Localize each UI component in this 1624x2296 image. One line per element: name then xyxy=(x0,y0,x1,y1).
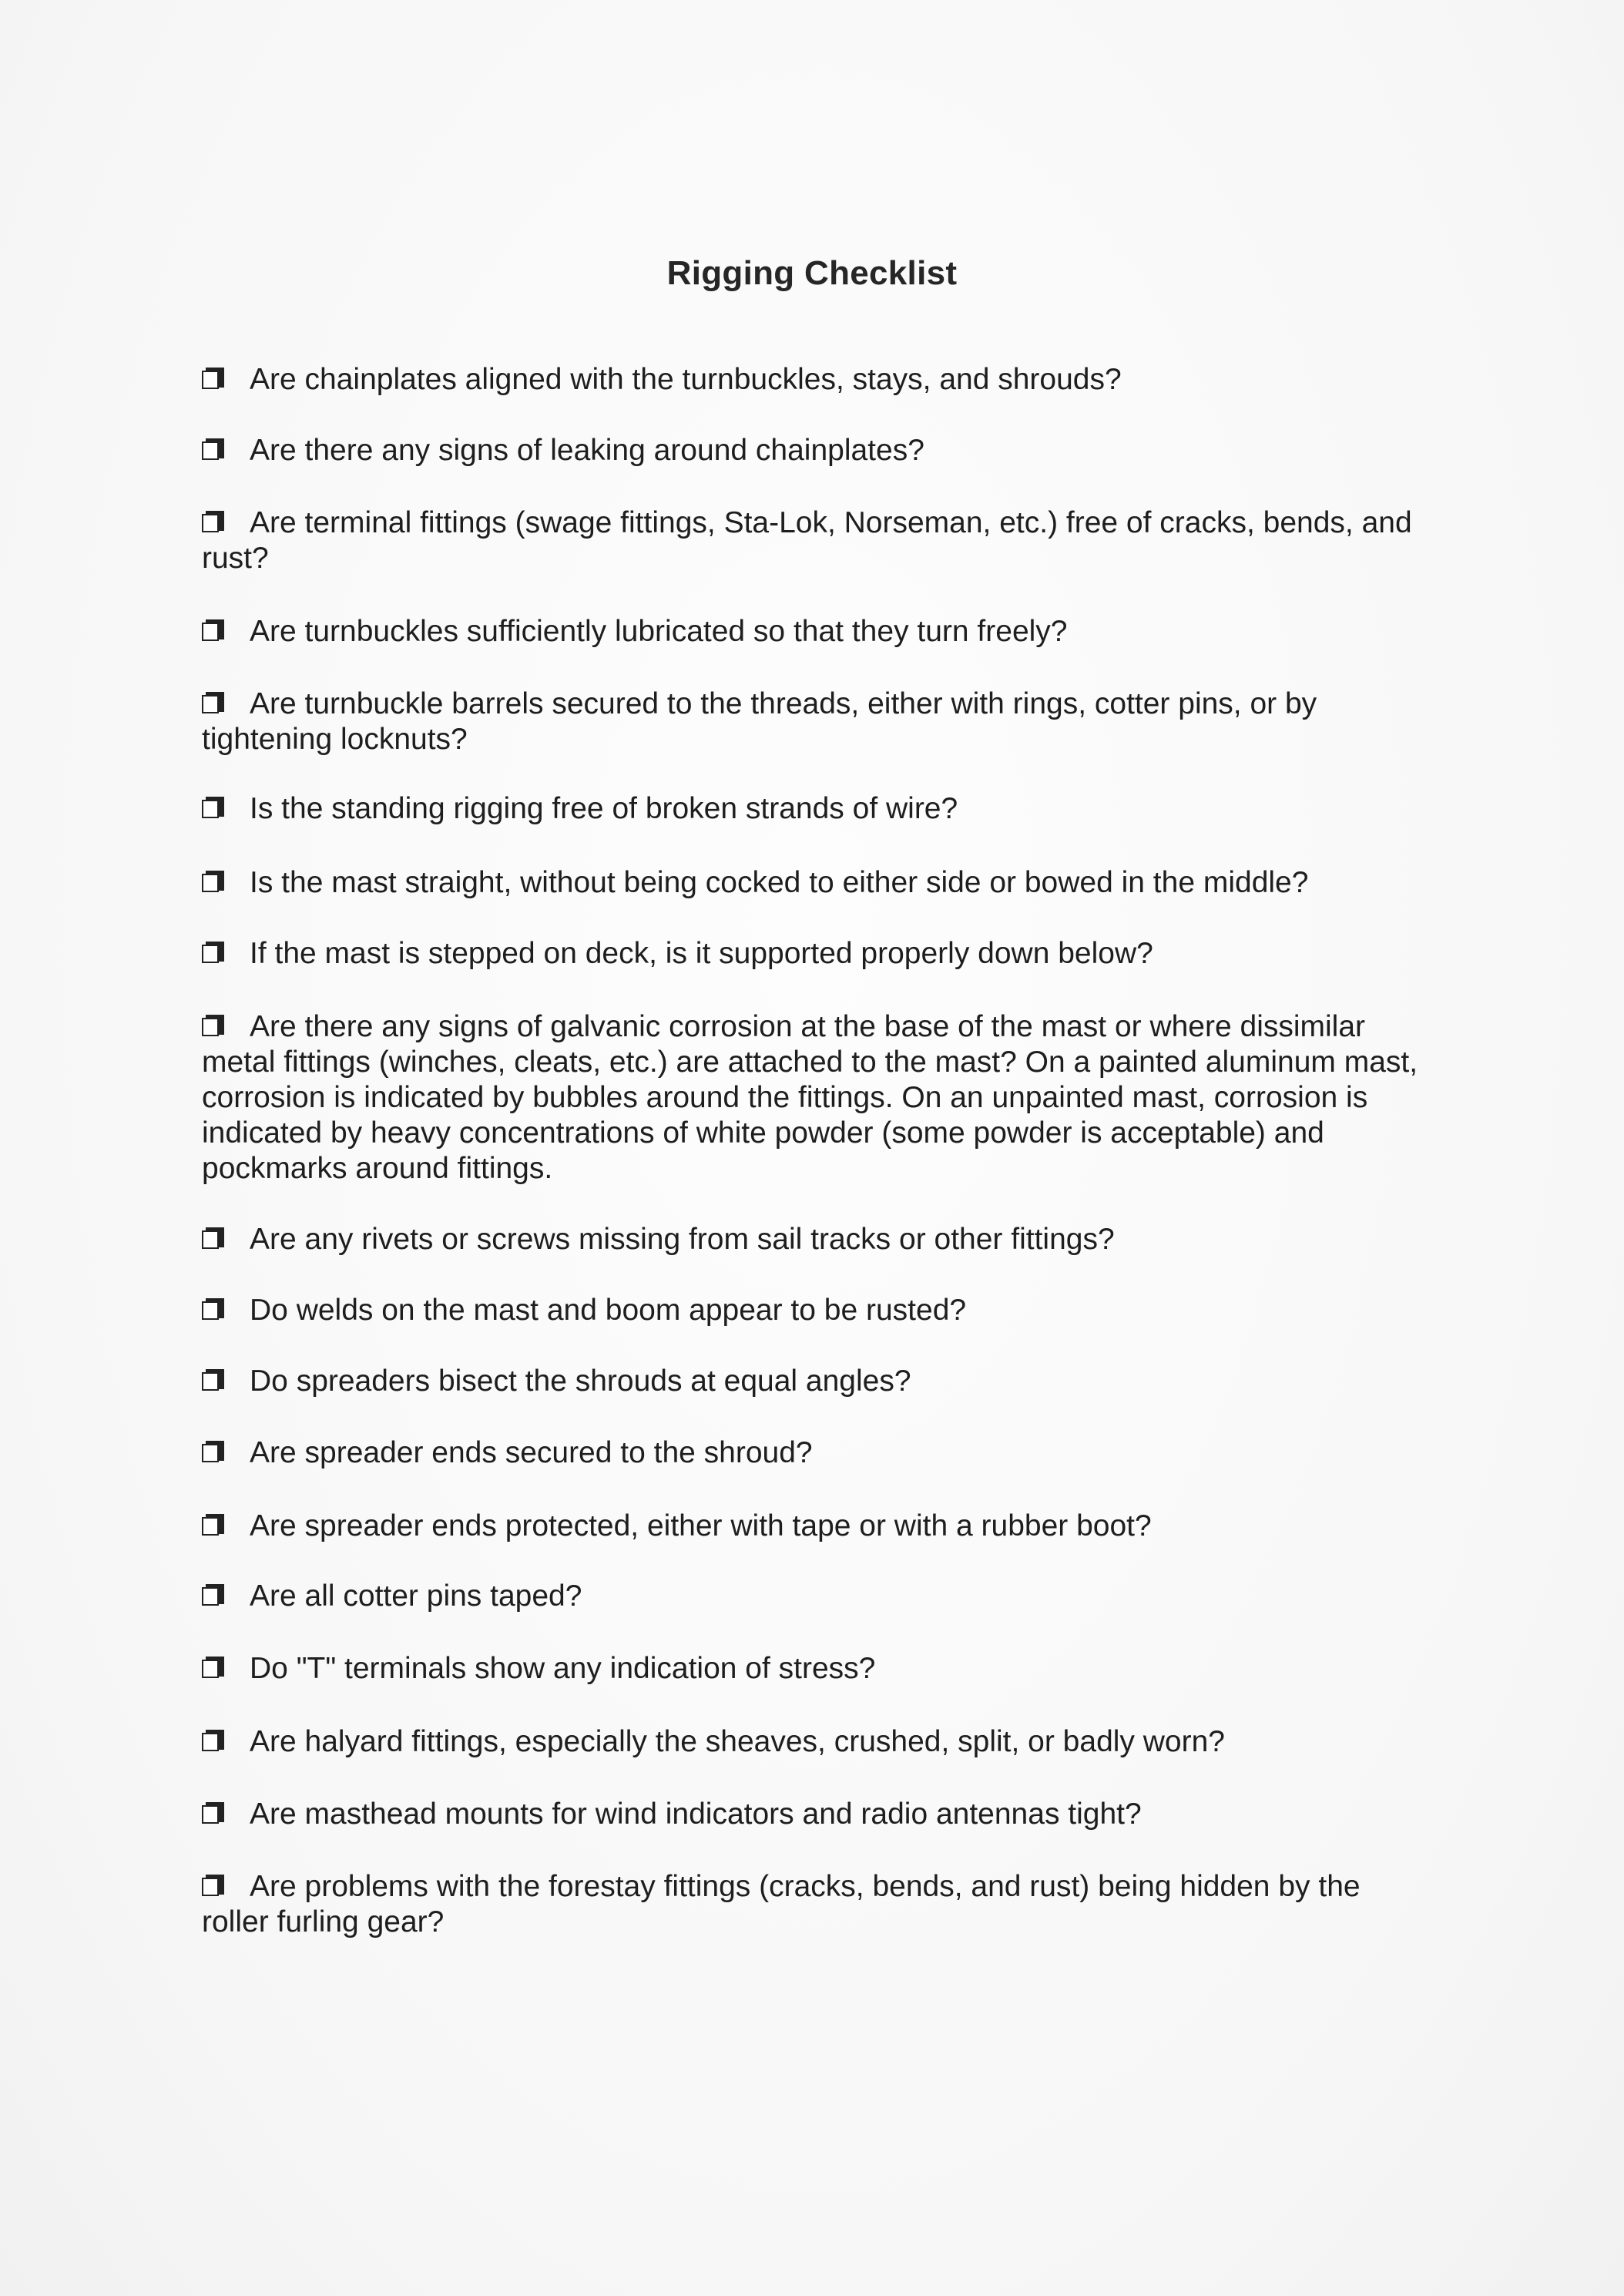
checkbox-icon[interactable] xyxy=(202,797,223,820)
checklist-item-text: Are chainplates aligned with the turnbuckles, stays, and shrouds? xyxy=(250,363,1122,396)
checklist-item xyxy=(202,1579,1427,1614)
checklist-item-text: Are spreader ends secured to the shroud? xyxy=(250,1436,813,1469)
checklist-item-text: Are there any signs of leaking around chainplates? xyxy=(250,434,924,467)
checklist-item-text: Are any rivets or screws missing from sail tracks or other fittings? xyxy=(250,1223,1115,1256)
checkbox-icon[interactable] xyxy=(202,1875,223,1898)
checklist-item xyxy=(202,1797,1427,1832)
checklist-item xyxy=(202,1435,1427,1471)
checklist-item xyxy=(202,1651,1427,1687)
checkbox-icon[interactable] xyxy=(202,1227,223,1250)
checklist-item-text: Are halyard fittings, especially the sheaves, crushed, split, or badly worn? xyxy=(250,1725,1225,1758)
checklist-item xyxy=(202,865,1427,901)
checkbox-icon[interactable] xyxy=(202,1015,223,1038)
checklist-item-text: Is the mast straight, without being cocked to either side or bowed in the middle? xyxy=(250,866,1309,899)
checkbox-icon[interactable] xyxy=(202,511,223,534)
checkbox-icon[interactable] xyxy=(202,1298,223,1321)
checkbox-icon[interactable] xyxy=(202,1514,223,1537)
checkbox-icon[interactable] xyxy=(202,942,223,965)
checkbox-icon[interactable] xyxy=(202,438,223,462)
checkbox-icon[interactable] xyxy=(202,1369,223,1392)
checklist-item-text: Do spreaders bisect the shrouds at equal angles? xyxy=(250,1365,911,1398)
checklist-item-text: Are problems with the forestay fittings (cracks, bends, and rust) being hidden by the roller furling gear? xyxy=(202,1870,1361,1939)
checklist-item-text: Do welds on the mast and boom appear to be rusted? xyxy=(250,1294,967,1327)
checklist-item xyxy=(202,1364,1427,1399)
checklist-item xyxy=(202,791,1427,827)
checkbox-icon[interactable] xyxy=(202,619,223,643)
checkbox-icon[interactable] xyxy=(202,692,223,715)
checklist-item-text: Are masthead mounts for wind indicators and radio antennas tight? xyxy=(250,1798,1142,1831)
checkbox-icon[interactable] xyxy=(202,368,223,391)
checklist-item xyxy=(202,1293,1427,1328)
checklist-item-text: Do "T" terminals show any indication of stress? xyxy=(250,1652,876,1685)
checklist-item-text: Are terminal fittings (swage fittings, Sta-Lok, Norseman, etc.) free of cracks, bends, and rust? xyxy=(202,506,1412,575)
checklist-item-text: Are all cotter pins taped? xyxy=(250,1579,582,1613)
checklist-item-text: Are turnbuckle barrels secured to the threads, either with rings, cotter pins, or by tightening locknuts? xyxy=(202,687,1317,756)
checklist-item-text: Are spreader ends protected, either with tape or with a rubber boot? xyxy=(250,1509,1152,1542)
checklist-item-text: Is the standing rigging free of broken strands of wire? xyxy=(250,792,958,825)
checklist-item xyxy=(202,1509,1427,1544)
checklist-item xyxy=(202,1222,1427,1257)
checklist-item-text: If the mast is stepped on deck, is it supported properly down below? xyxy=(250,937,1153,970)
checklist-item xyxy=(202,936,1427,972)
checklist-item xyxy=(202,433,1427,468)
checkbox-icon[interactable] xyxy=(202,1730,223,1753)
checklist-item xyxy=(202,686,1427,757)
checklist-item xyxy=(202,362,1427,398)
checklist-item xyxy=(202,614,1427,650)
checkbox-icon[interactable] xyxy=(202,871,223,894)
checkbox-icon[interactable] xyxy=(202,1802,223,1825)
checkbox-icon[interactable] xyxy=(202,1657,223,1680)
document-title: Rigging Checklist xyxy=(666,254,958,292)
checkbox-icon[interactable] xyxy=(202,1584,223,1607)
checklist-item xyxy=(202,1869,1427,1940)
checklist-item xyxy=(202,1009,1427,1187)
checklist-item xyxy=(202,505,1427,576)
checklist-item-text: Are there any signs of galvanic corrosion at the base of the mast or where dissimilar metal fittings (winches, cleats, etc.) are attached to the mast? On a painted aluminum mast, corrosion is indicated by bubbles around the fittings. On an unpainted mast, corrosion is indicated by heavy concentrations of white powder (some powder is acceptable) and pockmarks around fittings. xyxy=(202,1010,1418,1185)
checklist-item xyxy=(202,1724,1427,1760)
checklist-item-text: Are turnbuckles sufficiently lubricated so that they turn freely? xyxy=(250,615,1068,648)
checkbox-icon[interactable] xyxy=(202,1441,223,1464)
